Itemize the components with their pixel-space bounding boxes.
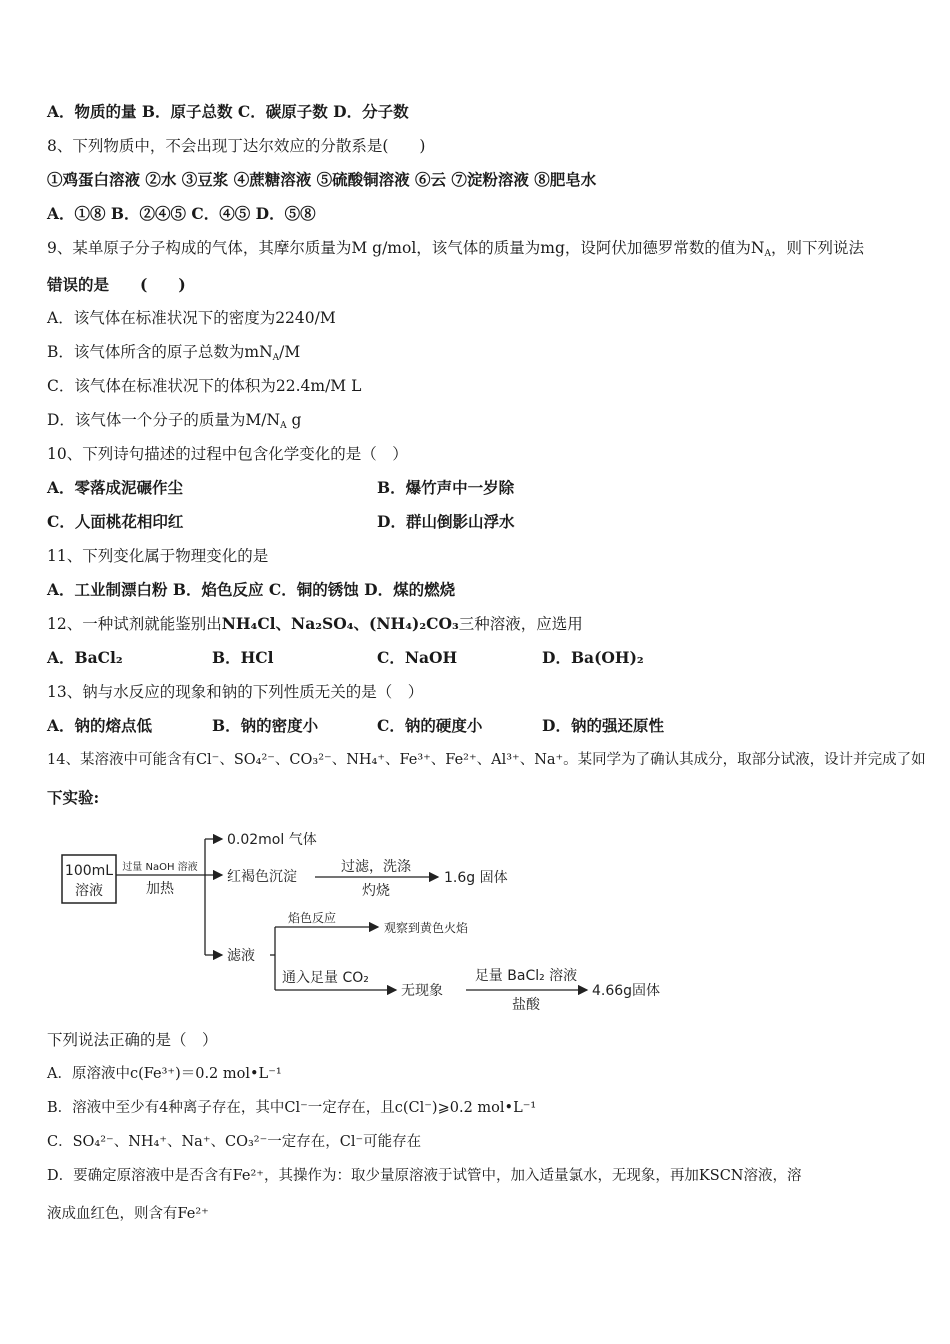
q14-option-d-line1: D．要确定原溶液中是否含有Fe²⁺，其操作为：取少量原溶液于试管中，加入适量氯水，无现象，再加KSCN溶液，溶: [47, 1168, 802, 1184]
ignite-label: 灼烧: [362, 883, 390, 899]
bacl2-label: 足量 BaCl₂ 溶液: [474, 968, 578, 984]
q13-stem: 13、钠与水反应的现象和钠的下列性质无关的是（ ）: [47, 683, 424, 701]
q11-options: A．工业制漂白粉 B．焰色反应 C．铜的锈蚀 D．煤的燃烧: [47, 580, 456, 599]
start-box-line2: 溶液: [75, 883, 103, 899]
q8-stem: 8、下列物质中，不会出现丁达尔效应的分散系是( ): [47, 137, 426, 155]
q14-stem-line1: 14、某溶液中可能含有Cl⁻、SO₄²⁻、CO₃²⁻、NH₄⁺、Fe³⁺、Fe²⁺、Al³⁺、Na⁺。某同学为了确认其成分，取部分试液，设计并完成了如: [47, 752, 926, 768]
filter-wash-label: 过滤，洗涤: [341, 859, 411, 875]
gas-result: 0.02mol 气体: [227, 832, 317, 848]
co2-label: 通入足量 CO₂: [282, 970, 369, 986]
q8-items: ①鸡蛋白溶液 ②水 ③豆浆 ④蔗糖溶液 ⑤硫酸铜溶液 ⑥云 ⑦淀粉溶液 ⑧肥皂水: [47, 170, 597, 189]
q9-option-a: A．该气体在标准状况下的密度为2240/M: [47, 309, 336, 327]
q14-option-b: B．溶液中至少有4种离子存在，其中Cl⁻一定存在，且c(Cl⁻)⩾0.2 mol•L⁻¹: [47, 1100, 537, 1116]
q9-option-d: D．该气体一个分子的质量为$M/N_A$ g: [47, 411, 302, 431]
q10-stem: 10、下列诗句描述的过程中包含化学变化的是（ ）: [47, 445, 408, 463]
q9-option-c: C．该气体在标准状况下的体积为22.4m/M L: [47, 377, 362, 395]
q9-stem-line1: 9、某单原子分子构成的气体，其摩尔质量为M g/mol，该气体的质量为mg，设阿伏加德罗常数的值为$N_A$，则下列说法: [47, 239, 864, 259]
q10-option-c: C．人面桃花相印红: [47, 512, 184, 531]
q7-options: A．物质的量 B．原子总数 C．碳原子数 D．分子数: [47, 102, 409, 121]
q12-option-c: C．NaOH: [377, 648, 458, 667]
filtrate-label: 滤液: [227, 948, 255, 964]
q8-options: A．①⑧ B．②④⑤ C．④⑤ D．⑤⑧: [47, 204, 316, 223]
q14-option-c: C．SO₄²⁻、NH₄⁺、Na⁺、CO₃²⁻一定存在，Cl⁻可能存在: [47, 1134, 422, 1150]
q10-option-b: B．爆竹声中一岁除: [377, 478, 515, 497]
q13-option-c: C．钠的硬度小: [377, 716, 483, 735]
q13-option-a: A．钠的熔点低: [47, 716, 153, 735]
q11-stem: 11、下列变化属于物理变化的是: [47, 547, 269, 565]
q14-option-a: A．原溶液中c(Fe³⁺)＝0.2 mol•L⁻¹: [47, 1066, 282, 1082]
q10-option-a: A．零落成泥碾作尘: [47, 478, 184, 497]
q12-options: [47, 648, 644, 668]
q14-option-d-line2: 液成血红色，则含有Fe²⁺: [47, 1206, 209, 1222]
step1-reagent-label: 过量 NaOH 溶液: [122, 862, 198, 873]
hcl-label: 盐酸: [512, 997, 540, 1013]
precipitate-label: 红褐色沉淀: [227, 869, 297, 885]
q14-question: 下列说法正确的是（ ）: [47, 1031, 218, 1049]
q9-option-b: B．该气体所含的原子总数为$mN_A/M$: [47, 343, 301, 363]
q13-option-b: B．钠的密度小: [212, 716, 319, 735]
q10-options-row1: [47, 478, 515, 498]
q12-option-b: B．HCl: [212, 648, 274, 667]
q12-stem: 12、一种试剂就能鉴别出NH₄Cl、Na₂SO₄、(NH₄)₂CO₃三种溶液，应选用: [47, 614, 583, 633]
q13-option-d: D．钠的强还原性: [542, 716, 664, 735]
q9-stem-line2: 错误的是 ( ): [47, 275, 186, 294]
flame-test-result: 观察到黄色火焰: [384, 921, 469, 935]
q12-option-d: D．Ba(OH)₂: [542, 648, 644, 667]
no-change-label: 无现象: [401, 983, 443, 999]
q12-option-a: A．BaCl₂: [47, 648, 123, 667]
step1-heat-label: 加热: [146, 881, 174, 897]
solid1-result: 1.6g 固体: [444, 870, 508, 886]
q10-option-d: D．群山倒影山浮水: [377, 512, 515, 531]
start-box-line1: 100mL: [64, 863, 114, 879]
solid2-result: 4.66g固体: [592, 983, 661, 999]
q13-options: [47, 716, 664, 736]
q14-stem-line2: 下实验:: [47, 788, 100, 807]
q10-options-row2: [47, 512, 515, 532]
flame-test-label: 焰色反应: [288, 911, 337, 925]
experiment-flowchart: [60, 825, 700, 1020]
